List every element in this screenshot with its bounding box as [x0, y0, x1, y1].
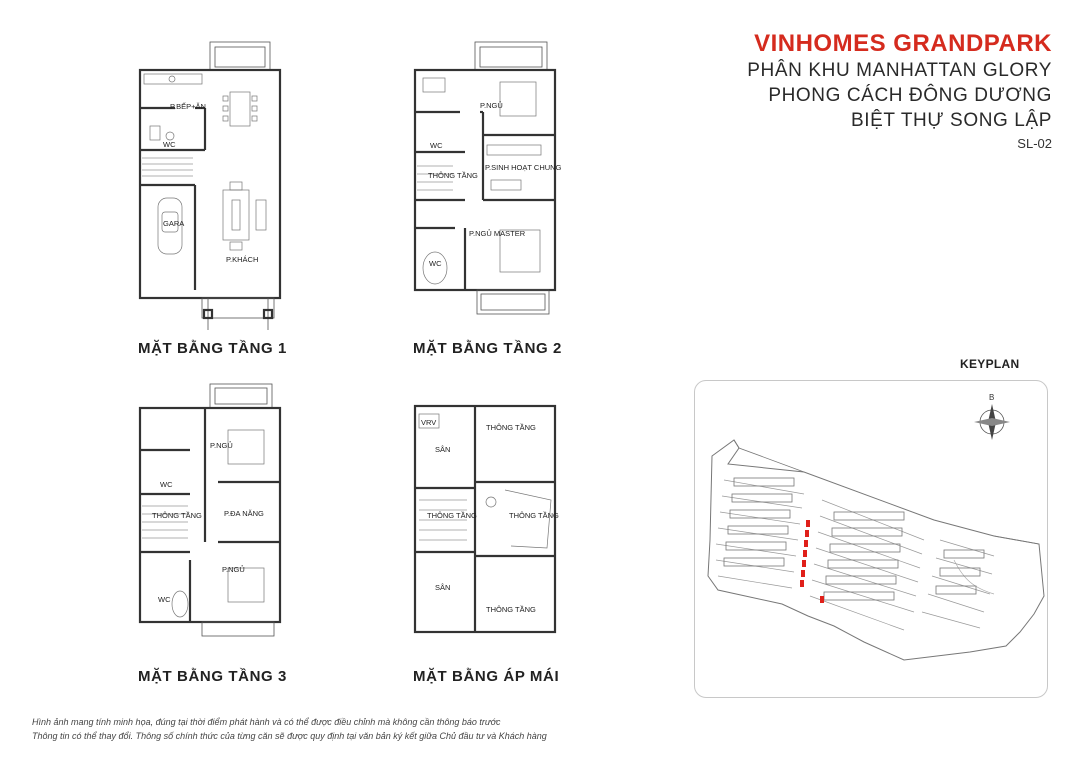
plan-label-roof: MẶT BẰNG ÁP MÁI [413, 668, 560, 685]
title-block [747, 30, 1052, 153]
plan-label-floor1: MẶT BẰNG TẦNG 1 [138, 340, 287, 357]
room-kitchen: P.BẾP+ĂN [170, 102, 206, 111]
room-wc-2: WC [429, 259, 442, 268]
roof-yard-2: SÂN [435, 583, 451, 592]
room-garage: GARA [163, 219, 185, 228]
compass-north-label: B [989, 393, 995, 402]
roof-void-1: THÔNG TẦNG [486, 423, 536, 432]
roof-yard-1: SÂN [435, 445, 451, 454]
roof-void-2: THÔNG TẦNG [427, 511, 477, 520]
room-bed-2: P.NGỦ [222, 565, 245, 574]
roof-void-3: THÔNG TẦNG [509, 511, 559, 520]
roof-void-4: THÔNG TẦNG [486, 605, 536, 614]
disclaimer-line-1: Hình ảnh mang tính minh họa, đúng tại thời điểm phát hành và có thể được điều chỉnh mà không cần thông báo trước [32, 717, 501, 727]
unit-code: SL-02 [1017, 136, 1052, 151]
room-bed-1: P.NGỦ [210, 441, 233, 450]
style-title: PHONG CÁCH ĐÔNG DƯƠNG [768, 85, 1052, 106]
room-multi: P.ĐA NĂNG [224, 509, 264, 518]
room-wc: WC [163, 140, 176, 149]
room-bed: P.NGỦ [480, 101, 503, 110]
villa-type-title: BIỆT THỰ SONG LẬP [851, 110, 1052, 131]
room-master: P.NGỦ MASTER [469, 229, 526, 238]
room-wc-1: WC [160, 480, 173, 489]
room-wc-2: WC [158, 595, 171, 604]
room-void: THÔNG TẦNG [152, 511, 202, 520]
disclaimer-line-2: Thông tin có thể thay đổi. Thông số chính thức của từng căn sẽ được quy định tại văn bản ký kết giữa Chủ đầu tư và Khách hàng [32, 731, 547, 741]
subdivision-title: PHÂN KHU MANHATTAN GLORY [747, 60, 1052, 81]
brand-title: VINHOMES GRANDPARK [754, 30, 1052, 57]
floor-plan-1 [130, 40, 290, 335]
compass-icon [974, 393, 1010, 440]
room-wc-1: WC [430, 141, 443, 150]
roof-plan [405, 400, 565, 640]
floor-plan-3 [130, 382, 290, 644]
plan-label-floor2: MẶT BẰNG TẦNG 2 [413, 340, 562, 357]
plan-label-floor3: MẶT BẰNG TẦNG 3 [138, 668, 287, 685]
room-living: P.KHÁCH [226, 255, 259, 264]
keyplan-title: KEYPLAN [960, 357, 1020, 371]
room-family: P.SINH HOẠT CHUNG [485, 163, 562, 172]
keyplan-map [694, 380, 1048, 698]
room-void: THÔNG TẦNG [428, 171, 478, 180]
floor-plan-2 [405, 40, 565, 330]
roof-vrv: VRV [421, 418, 437, 427]
